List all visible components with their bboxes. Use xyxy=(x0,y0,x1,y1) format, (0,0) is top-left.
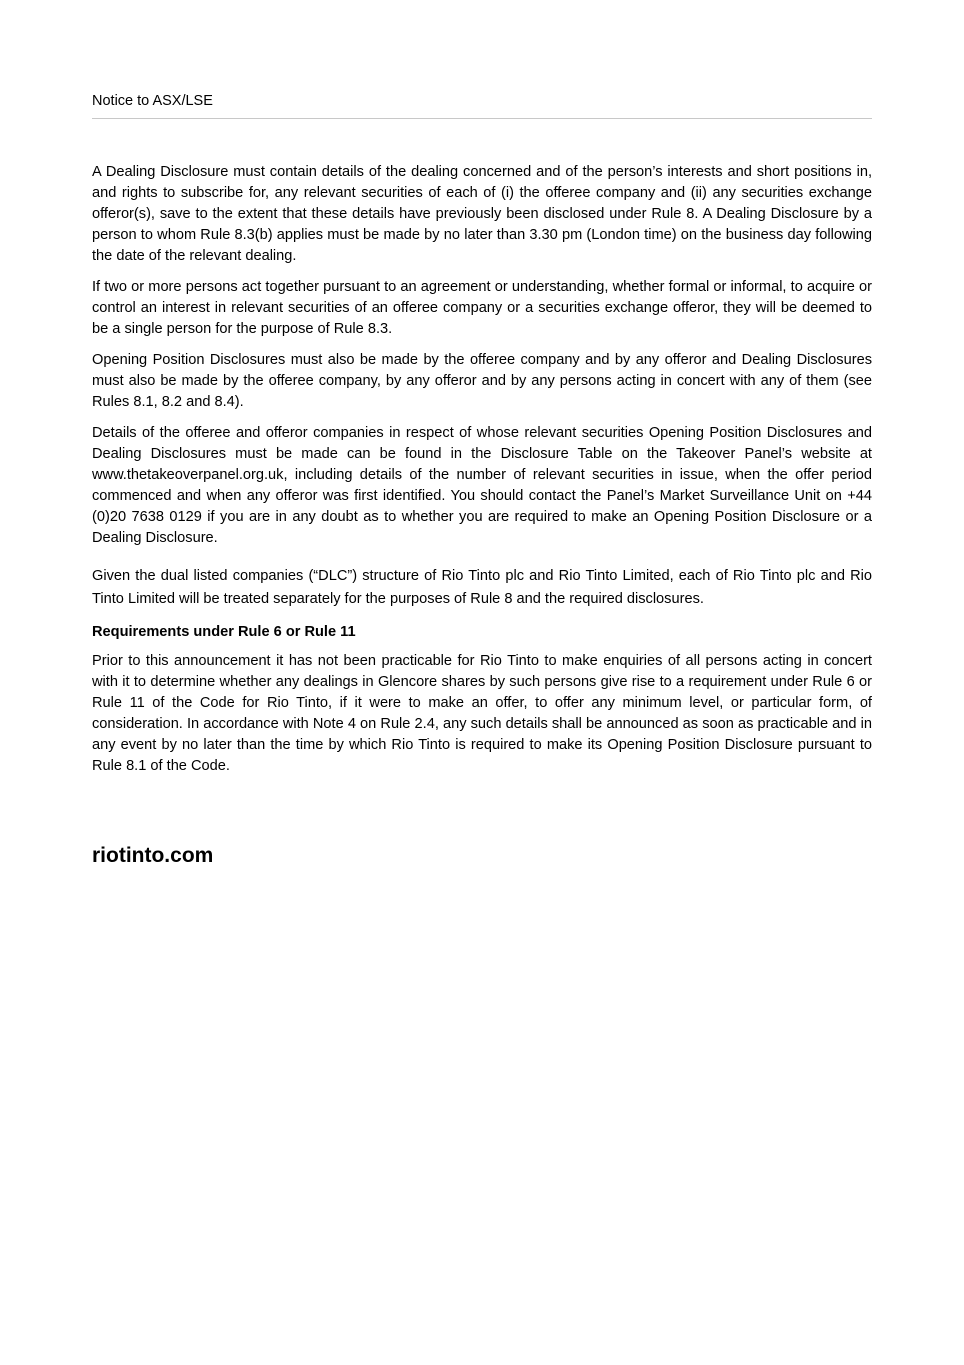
riotinto-website-link[interactable]: riotinto.com xyxy=(92,844,214,867)
document-body xyxy=(92,162,872,787)
section-heading-rule-6-11: Requirements under Rule 6 or Rule 11 xyxy=(92,624,356,640)
header-title: Notice to ASX/LSE xyxy=(92,93,213,109)
paragraph-dealing-disclosure: A Dealing Disclosure must contain details of the dealing concerned and of the person’s interests and short positions in, and rights to subscribe for, any relevant securities of each of (i) the offeree company and (ii) any securities exchange offeror(s), save to the extent that these details have previously been disclosed under Rule 8. A Dealing Disclosure by a person to whom Rule 8.3(b) applies must be made by no later than 3.30 pm (London time) on the business day following the date of the relevant dealing. xyxy=(92,164,872,264)
paragraph-dlc-structure: Given the dual listed companies (“DLC”) structure of Rio Tinto plc and Rio Tinto Limited, each of Rio Tinto plc and Rio Tinto Limited will be treated separately for the purposes of Rule 8 and the required disclosures. xyxy=(92,568,872,607)
paragraph-persons-acting-together: If two or more persons act together pursuant to an agreement or understanding, whether formal or informal, to acquire or control an interest in relevant securities of an offeree company or a securities exchange offeror, they will be deemed to be a single person for the purpose of Rule 8.3. xyxy=(92,279,872,337)
paragraph-disclosure-table-details: Details of the offeree and offeror companies in respect of whose relevant securities Opening Position Disclosures and Dealing Disclosures must be made can be found in the Disclosure Table on the Takeover Panel’s website at www.thetakeoverpanel.org.uk, including details of the number of relevant securities in issue, when the offer period commenced and when any offeror was first identified. You should contact the Panel’s Market Surveillance Unit on +44 (0)20 7638 0129 if you are in any doubt as to whether you are required to make an Opening Position Disclosure or a Dealing Disclosure. xyxy=(92,425,872,546)
paragraph-rule-6-11-requirements: Prior to this announcement it has not been practicable for Rio Tinto to make enquiries of all persons acting in concert with it to determine whether any dealings in Glencore shares by such persons give rise to a requirement under Rule 6 or Rule 11 of the Code for Rio Tinto, if it were to make an offer, to offer any minimum level, or particular form, of consideration. In accordance with Note 4 on Rule 2.4, any such details shall be announced as soon as practicable and in any event by no later than the time by which Rio Tinto is required to make its Opening Position Disclosure pursuant to Rule 8.1 of the Code. xyxy=(92,653,872,774)
paragraph-opening-position-disclosures: Opening Position Disclosures must also be made by the offeree company and by any offeror and Dealing Disclosures must also be made by the offeree company, by any offeror and by any persons acting in concert with any of them (see Rules 8.1, 8.2 and 8.4). xyxy=(92,352,872,410)
page-header xyxy=(92,92,872,119)
